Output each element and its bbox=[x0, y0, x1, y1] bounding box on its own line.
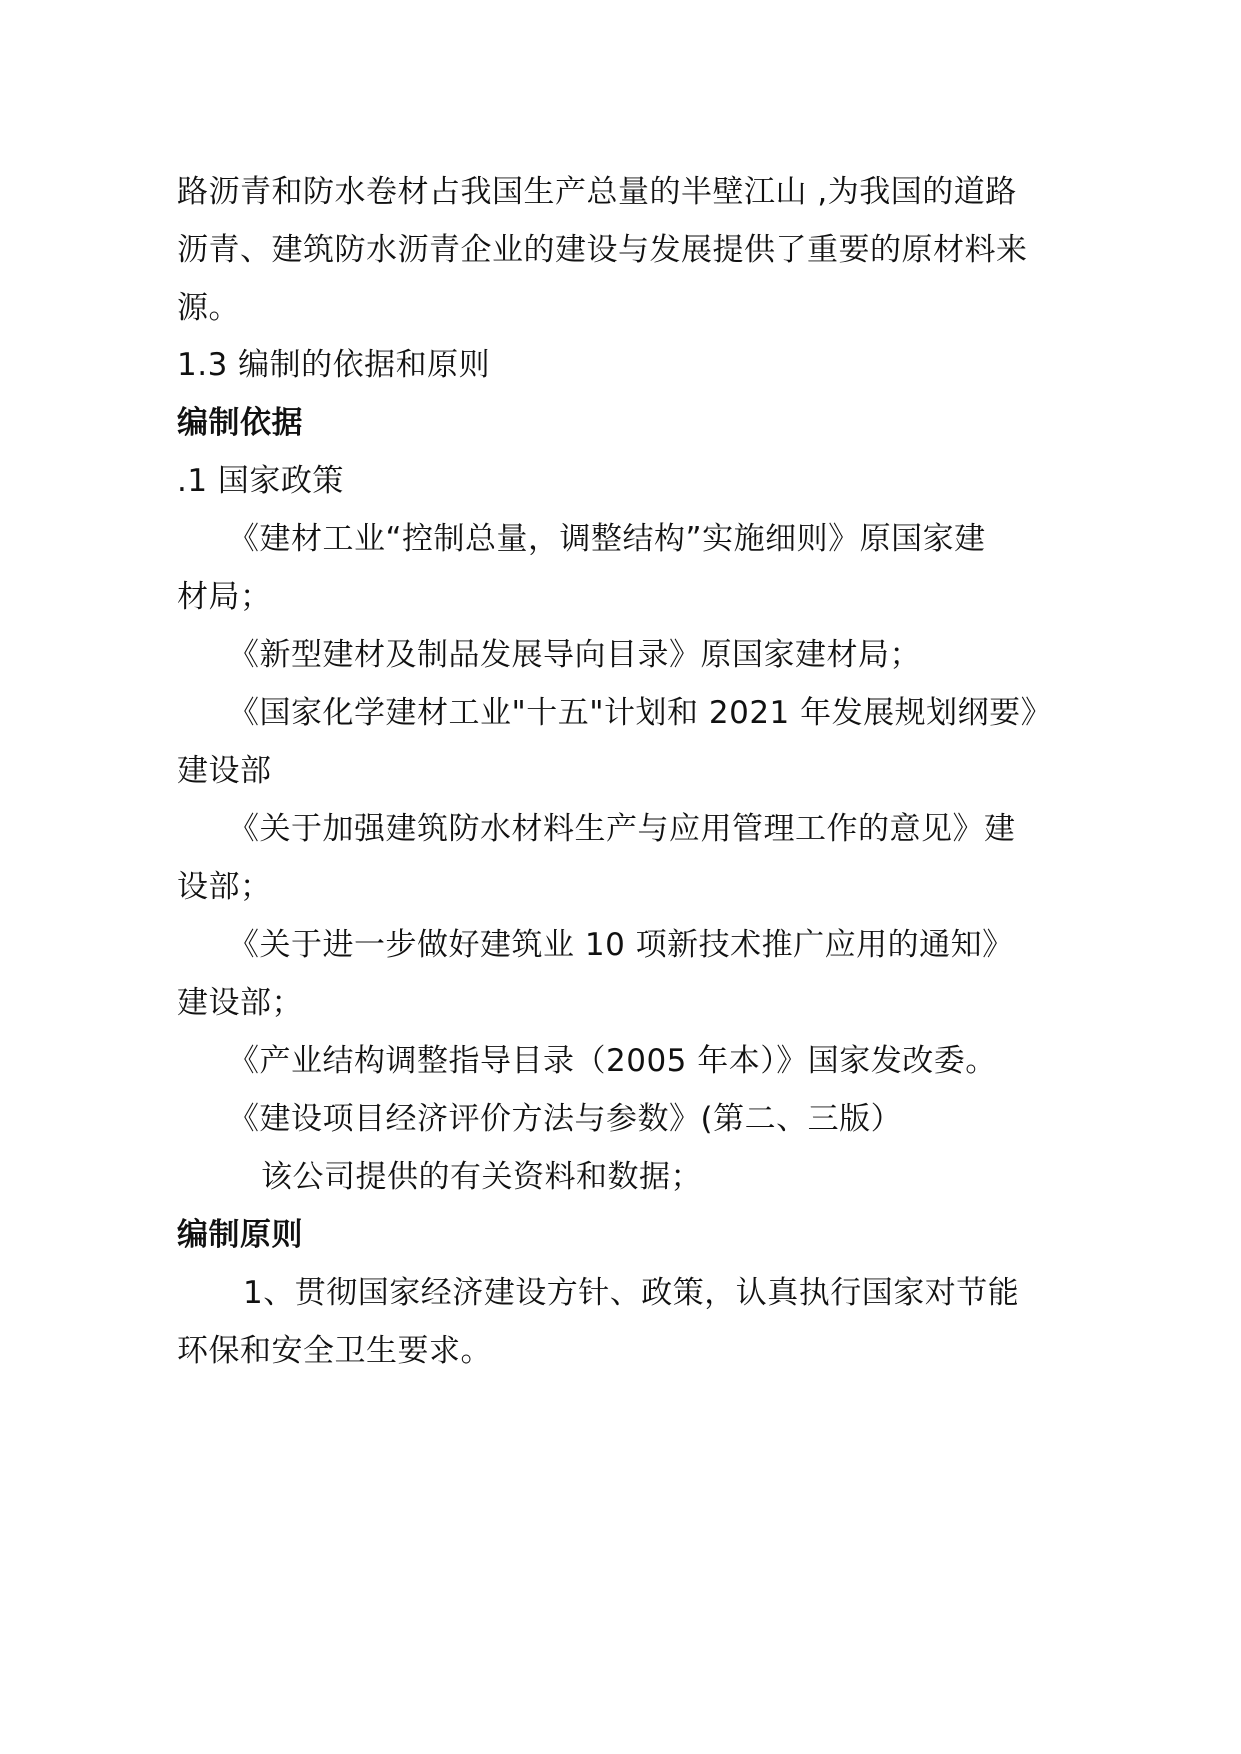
basis-item-4-line-2: 设部； bbox=[177, 869, 272, 905]
basis-item-2-line-1: 《新型建材及制品发展导向目录》原国家建材局； bbox=[228, 637, 921, 673]
basis-sub-heading: .1 国家政策 bbox=[177, 463, 344, 499]
basis-item-5-line-1: 《关于进一步做好建筑业 10 项新技术推广应用的通知》 bbox=[228, 927, 1014, 963]
basis-item-3-line-2: 建设部 bbox=[177, 753, 272, 789]
principle-item-1-line-1: 1、贯彻国家经济建设方针、政策，认真执行国家对节能 bbox=[243, 1275, 1020, 1311]
intro-text-line-3: 源。 bbox=[177, 290, 240, 326]
basis-item-8-line-1: 该公司提供的有关资料和数据； bbox=[261, 1159, 702, 1195]
basis-heading: 编制依据 bbox=[177, 405, 303, 441]
basis-item-4-line-1: 《关于加强建筑防水材料生产与应用管理工作的意见》建 bbox=[228, 811, 1016, 847]
principle-item-1-line-2: 环保和安全卫生要求。 bbox=[177, 1333, 492, 1369]
intro-text-line-1: 路沥青和防水卷材占我国生产总量的半壁江山 ,为我国的道路 bbox=[177, 174, 1017, 210]
basis-item-1-line-2: 材局； bbox=[177, 579, 272, 615]
basis-item-6-line-1: 《产业结构调整指导目录（2005 年本）》国家发改委。 bbox=[228, 1043, 997, 1079]
principles-heading: 编制原则 bbox=[177, 1217, 303, 1253]
basis-item-3-line-1: 《国家化学建材工业"十五"计划和 2021 年发展规划纲要》 bbox=[228, 695, 1053, 731]
basis-item-7-line-1: 《建设项目经济评价方法与参数》(第二、三版） bbox=[228, 1101, 903, 1137]
basis-item-5-line-2: 建设部； bbox=[177, 985, 303, 1021]
intro-text-line-2: 沥青、建筑防水沥青企业的建设与发展提供了重要的原材料来 bbox=[177, 232, 1028, 268]
section-heading: 1.3 编制的依据和原则 bbox=[177, 347, 491, 383]
basis-item-1-line-1: 《建材工业“控制总量，调整结构”实施细则》原国家建 bbox=[228, 521, 986, 557]
